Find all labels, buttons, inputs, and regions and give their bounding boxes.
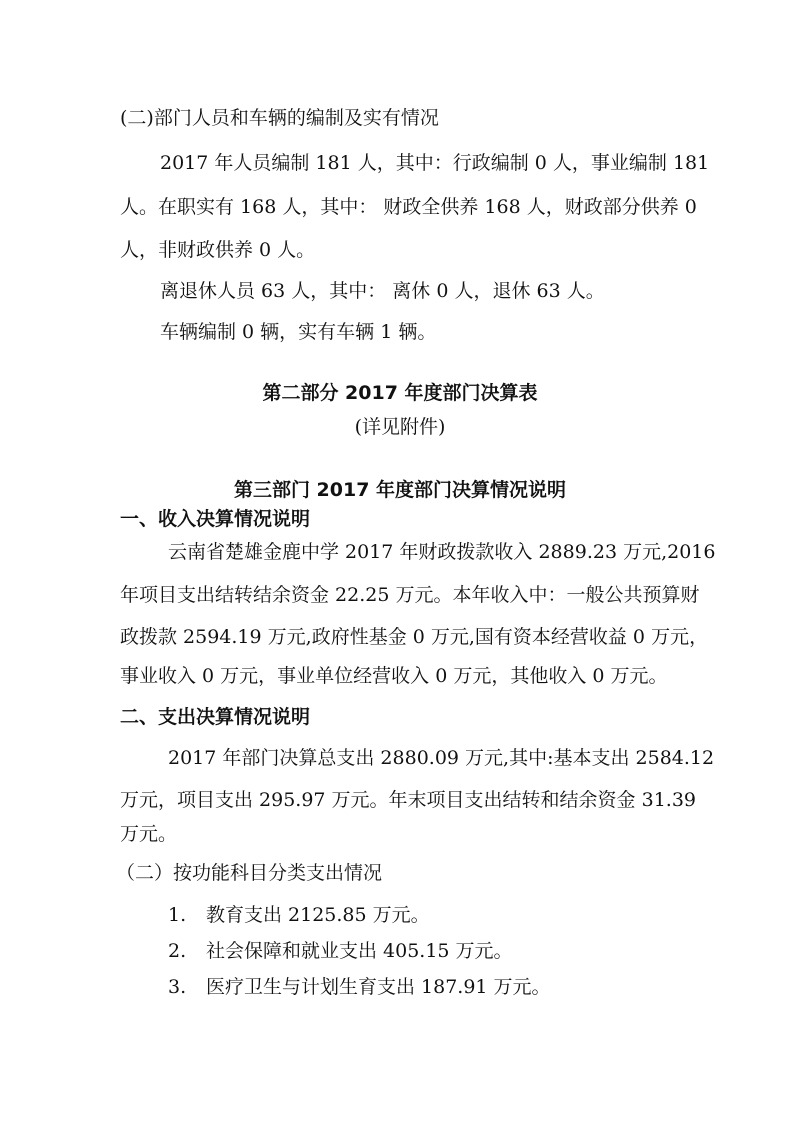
list-item: [168, 939, 513, 963]
list-item: [168, 903, 430, 927]
part-three-title: 第三部门 2017 年度部门决算情况说明: [233, 479, 567, 501]
income-line-3: 政拨款 2594.19 万元,政府性基金 0 万元,国有资本经营收益 0 万元，: [120, 626, 709, 648]
paragraph-staff-line-1: 2017 年人员编制 181 人，其中：行政编制 0 人，事业编制 181: [160, 152, 710, 174]
income-line-4: 事业收入 0 万元，事业单位经营收入 0 万元，其他收入 0 万元。: [120, 665, 668, 687]
income-line-2: 年项目支出结转结余资金 22.25 万元。本年收入中：一般公共预算财: [120, 584, 700, 606]
expense-line-2: 万元，项目支出 295.97 万元。年末项目支出结转和结余资金 31.39: [120, 789, 696, 811]
paragraph-retired: 离退休人员 63 人，其中： 离休 0 人，退休 63 人。: [160, 280, 605, 302]
section-heading-staff-vehicles: (二)部门人员和车辆的编制及实有情况: [120, 107, 439, 129]
list-item-number: 2.: [168, 940, 187, 962]
part-two-subtitle: (详见附件): [354, 416, 446, 438]
part-two-title: 第二部分 2017 年度部门决算表: [262, 382, 538, 404]
expense-line-3: 万元。: [120, 823, 178, 845]
expense-heading: 二、支出决算情况说明: [120, 706, 311, 728]
function-category-heading: （二）按功能科目分类支出情况: [116, 862, 383, 884]
income-line-1: 云南省楚雄金鹿中学 2017 年财政拨款收入 2889.23 万元,2016: [168, 541, 716, 563]
paragraph-staff-line-2: 人。在职实有 168 人，其中： 财政全供养 168 人，财政部分供养 0: [120, 196, 697, 218]
list-item-text: 教育支出 2125.85 万元。: [206, 904, 430, 926]
list-item: [168, 975, 551, 999]
list-item-text: 社会保障和就业支出 405.15 万元。: [206, 940, 513, 962]
paragraph-staff-line-3: 人，非财政供养 0 人。: [120, 239, 316, 261]
list-item-text: 医疗卫生与计划生育支出 187.91 万元。: [206, 976, 551, 998]
list-item-number: 3.: [168, 976, 187, 998]
income-heading: 一、收入决算情况说明: [120, 508, 311, 530]
list-item-number: 1.: [168, 904, 187, 926]
expense-line-1: 2017 年部门决算总支出 2880.09 万元,其中:基本支出 2584.12: [168, 747, 715, 769]
paragraph-vehicles: 车辆编制 0 辆，实有车辆 1 辆。: [160, 321, 437, 343]
